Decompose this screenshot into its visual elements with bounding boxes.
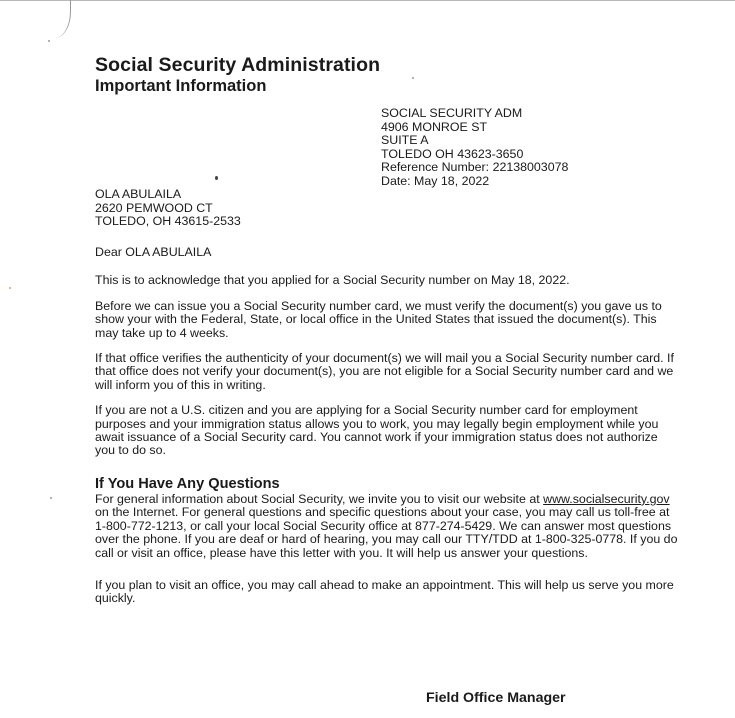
letter-date: Date: May 18, 2022 (381, 173, 490, 188)
authenticity-paragraph: If that office verifies the authenticity of your document(s) we will mail you a Social Security number card. If that office does not verify your document(s), you are not eligible for a Social Security number card and we will inform you of this in writing. (95, 351, 674, 392)
scan-speck (412, 77, 414, 79)
office-city: TOLEDO OH 43623-3650 (381, 146, 524, 161)
letterhead (95, 54, 380, 96)
agency-name: Social Security Administration (95, 54, 381, 76)
website-link[interactable]: www.socialsecurity.gov (543, 491, 670, 506)
recipient-address-block (95, 188, 241, 229)
scan-speck (215, 176, 218, 180)
visit-paragraph: If you plan to visit an office, you may call ahead to make an appointment. This will help us serve you more quickly. (95, 577, 674, 606)
scan-speck (9, 287, 11, 289)
signature-title: Field Office Manager (426, 690, 566, 706)
scan-speck (50, 497, 52, 499)
verification-paragraph: Before we can issue you a Social Security number card, we must verify the document(s) you gave us to show your with the Federal, State, or local office in the United States that issued the document(s). This may take up to 4 weeks. (95, 298, 662, 340)
questions-details: on the Internet. For general questions and specific questions about your case, you may call us toll-free at 1-800-772-1213, or call your local Social Security office at 877-274-5429. We can answer most questions over the phone. If you are deaf or hard of hearing, you may call our TTY/TDD at 1-800-325-0778. If you do call or visit an office, please have this letter with you. It will help us answer your questions. (95, 505, 678, 560)
recipient-street: 2620 PEMWOOD CT (95, 200, 213, 215)
recipient-name: OLA ABULAILA (95, 187, 182, 201)
recipient-city: TOLEDO, OH 43615-2533 (95, 214, 241, 229)
letter-body (95, 246, 680, 618)
office-suite: SUITE A (381, 133, 429, 148)
questions-paragraph (95, 493, 680, 560)
scan-edge (0, 0, 735, 1)
office-name: SOCIAL SECURITY ADM (381, 106, 523, 120)
paper-curl-mark (44, 0, 71, 38)
office-address-block (381, 107, 568, 189)
employment-paragraph: If you are not a U.S. citizen and you are applying for a Social Security number card for employment purposes and your immigration status allows you to work, you may legally begin employment while you await issuance of a Social Security card. You cannot work if your immigration status does not authorize you to do so. (95, 403, 659, 458)
questions-intro: For general information about Social Security, we invite you to visit our website at (95, 491, 540, 506)
acknowledgement-paragraph: This is to acknowledge that you applied for a Social Security number on May 18, 2022. (95, 273, 570, 288)
reference-number: Reference Number: 22138003078 (381, 160, 569, 175)
letter-subtitle: Important Information (95, 77, 267, 95)
salutation: Dear OLA ABULAILA (95, 245, 212, 259)
scan-speck (48, 40, 50, 42)
questions-heading: If You Have Any Questions (95, 475, 280, 492)
office-street: 4906 MONROE ST (381, 119, 488, 134)
